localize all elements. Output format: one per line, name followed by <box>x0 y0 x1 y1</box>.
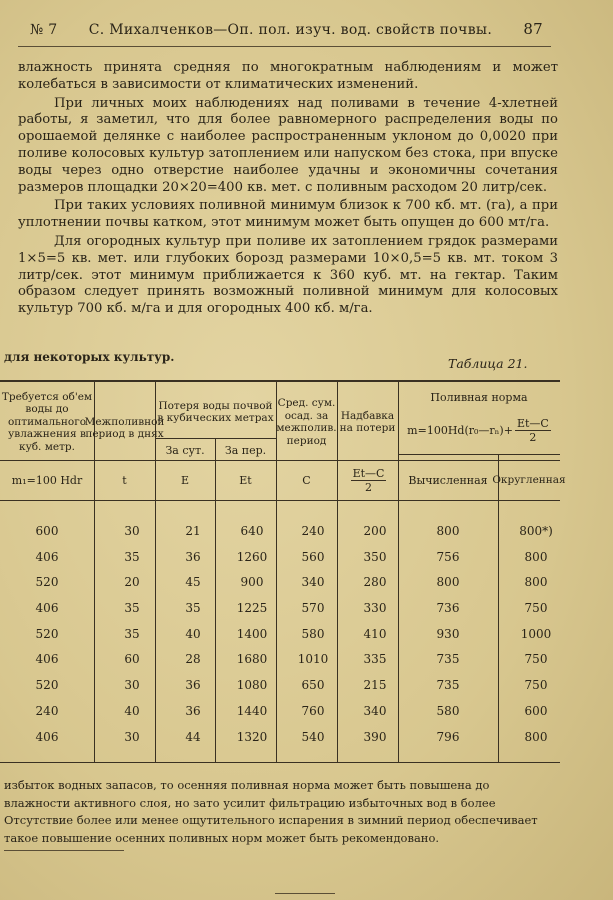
column-rounded <box>498 519 574 750</box>
header-loss-allowance-fraction <box>337 462 398 498</box>
paragraph-3: При таких условиях поливной минимум близок к 700 кб. мт. (га), а при уплотнении почвы катком, этот минимум может быть опущен до 600 мт/га. <box>18 198 558 231</box>
issue-number: № 7 <box>30 22 58 38</box>
cell-rounded: 750 <box>524 652 548 667</box>
cell-calculated: 800 <box>436 575 460 590</box>
cell-calculated: 796 <box>436 729 460 744</box>
cell-volume: 406 <box>35 652 59 667</box>
cell-per-day: 35 <box>185 601 201 616</box>
running-header <box>30 20 543 38</box>
cell-precipitation: 1010 <box>297 652 329 667</box>
cell-loss-allowance: 350 <box>363 549 387 564</box>
paragraph-2: При личных моих наблюдениях над поливами в течение 4-хлетней работы, я заметил, что для более равномерного распределения воды по орошаемой делянке с наиболее распространенным уклоном до 0,0020 при поливе колосовых культур затоплением или напуском без стока, при впуске воды через одно отверстие наиболее удачны и экономичны сочетания размеров площадки 20×20=400 кв. мет. с поливным расходом 20 литр/сек. <box>18 95 558 195</box>
header-interval: Межполивной период в днях <box>84 415 165 440</box>
cell-volume: 406 <box>35 601 59 616</box>
cell-per-day: 21 <box>185 524 201 538</box>
header-divider <box>18 46 551 47</box>
cell-per-day: 40 <box>185 626 201 641</box>
cell-loss-allowance: 410 <box>363 626 387 641</box>
cell-loss-allowance: 330 <box>363 601 387 616</box>
cell-per-period: 1320 <box>236 729 268 744</box>
cell-interval: 35 <box>124 626 140 641</box>
cell-loss-allowance: 335 <box>363 652 387 667</box>
note-line: влажности активного слоя, но зато усилит фильтрацию избыточных вод в более <box>4 795 496 810</box>
cell-rounded: 800 <box>524 549 548 564</box>
cell-per-day: 45 <box>185 575 201 590</box>
cell-per-period: 1400 <box>236 626 268 641</box>
cell-volume: 520 <box>35 678 59 693</box>
header-per-period: За пер. <box>224 443 267 457</box>
cell-rounded: 800 <box>524 575 548 590</box>
cell-rounded: 800 <box>524 729 548 744</box>
cell-per-day: 44 <box>185 729 201 744</box>
cell-volume: 406 <box>35 549 59 564</box>
table-caption-right: Таблица 21. <box>448 356 528 371</box>
cell-per-period: 1260 <box>236 549 268 564</box>
header-rounded: Округленная <box>492 473 566 486</box>
cell-precipitation: 560 <box>301 549 325 564</box>
note-line: Отсутствие более или менее ощутительного испарения в зимний период обеспечивает <box>4 813 538 827</box>
irrigation-table <box>0 380 566 763</box>
cell-per-period: 1440 <box>236 703 268 718</box>
cell-rounded: 1000 <box>520 626 552 641</box>
header-precipitation: Сред. сум. осад. за межполив. период <box>276 397 337 447</box>
table-hline <box>0 460 560 461</box>
cell-precipitation: 340 <box>301 575 325 590</box>
cell-volume: 240 <box>35 703 59 718</box>
formula-denominator: 2 <box>529 430 537 444</box>
cell-interval: 60 <box>124 652 140 667</box>
cell-per-period: 900 <box>240 575 264 590</box>
cell-per-period: 1225 <box>236 601 268 616</box>
cell-calculated: 736 <box>436 601 460 616</box>
header-irrigation-formula <box>398 408 560 452</box>
cell-per-day: 36 <box>185 678 201 693</box>
cell-calculated: 800 <box>436 524 460 538</box>
cell-rounded: 750 <box>524 678 548 693</box>
header-per-day-symbol: E <box>180 473 190 487</box>
note-line: избыток водных запасов, то осенняя поливная норма может быть повышена до <box>4 778 490 792</box>
header-calculated: Вычисленная <box>408 473 488 487</box>
formula-numerator: Et—C <box>516 416 549 430</box>
header-precipitation-symbol: C <box>302 473 311 487</box>
cell-precipitation: 540 <box>301 729 325 744</box>
header-volume: Требуется об'ем воды до оптимального увлажнения в куб. метр. <box>1 390 93 453</box>
cell-interval: 30 <box>124 729 140 744</box>
cell-precipitation: 240 <box>301 524 325 538</box>
cell-volume: 406 <box>35 729 59 744</box>
formula-fraction <box>515 417 551 444</box>
fraction-numerator: Et—C <box>352 466 385 480</box>
paragraph-4: Для огородных культур при поливе их затоплением грядок размерами 1×5=5 кв. мет. или глубоких борозд размерами 10×0,5=5 кв. мт. током 3 литр/сек. этот минимум приближается к 360 куб. мт. на гектар. Таким образом следует принять возможный поливной минимум для колосовых культур 700 кб. м/га и для огородных 400 кб. м/га. <box>18 233 558 317</box>
paragraph-1: влажность принята средняя по многократным наблюдениям и может колебаться в зависимости от климатических изменений. <box>18 60 558 92</box>
column-calculated <box>398 519 498 750</box>
fraction-denominator: 2 <box>365 480 372 494</box>
footnotes <box>4 777 544 847</box>
body-text <box>18 60 558 318</box>
cell-interval: 20 <box>124 575 140 590</box>
header-per-day: За сут. <box>165 443 205 457</box>
cell-precipitation: 760 <box>301 703 325 718</box>
cell-precipitation: 580 <box>301 626 325 641</box>
formula-left: m=100Hd(r₀—rₙ)+ <box>407 423 513 437</box>
table-hline <box>398 454 560 455</box>
running-title: С. Михалченков—Оп. пол. изуч. вод. свойств почвы. <box>88 22 493 38</box>
cell-loss-allowance: 390 <box>363 729 387 744</box>
cell-loss-allowance: 215 <box>363 678 387 693</box>
cell-calculated: 735 <box>436 678 460 693</box>
cell-loss-allowance: 200 <box>363 524 387 538</box>
fraction <box>351 467 387 494</box>
cell-calculated: 735 <box>436 652 460 667</box>
cell-per-period: 1680 <box>236 652 268 667</box>
page-number: 87 <box>523 20 543 38</box>
cell-rounded: 800*) <box>519 524 553 538</box>
cell-loss-allowance: 280 <box>363 575 387 590</box>
cell-per-day: 28 <box>185 652 201 667</box>
cell-per-period: 640 <box>240 524 264 538</box>
cell-precipitation: 570 <box>301 601 325 616</box>
cell-loss-allowance: 340 <box>363 703 387 718</box>
cell-calculated: 580 <box>436 703 460 718</box>
table-hline <box>155 438 276 439</box>
cell-interval: 35 <box>124 549 140 564</box>
header-per-period-symbol: Et <box>239 473 252 487</box>
note-line: такое повышение осенних поливных норм может быть рекомендовано. <box>4 830 440 845</box>
cell-interval: 35 <box>124 601 140 616</box>
cell-rounded: 600 <box>524 703 548 718</box>
cell-calculated: 756 <box>436 549 460 564</box>
bottom-divider <box>275 893 335 894</box>
cell-interval: 30 <box>124 524 140 538</box>
footer-divider <box>4 850 124 851</box>
cell-interval: 40 <box>124 703 140 718</box>
table-caption-left: для некоторых культур. <box>4 350 175 364</box>
header-volume-formula: m₁=100 Hdr <box>11 473 83 487</box>
header-irrigation-norm: Поливная норма <box>430 390 528 404</box>
table-hline <box>0 500 560 501</box>
cell-precipitation: 650 <box>301 678 325 693</box>
cell-rounded: 750 <box>524 601 548 616</box>
cell-per-day: 36 <box>185 549 201 564</box>
cell-per-day: 36 <box>185 703 201 718</box>
cell-volume: 520 <box>35 626 59 641</box>
cell-calculated: 930 <box>436 626 460 641</box>
cell-volume: 600 <box>35 524 59 538</box>
header-interval-symbol: t <box>122 473 127 487</box>
header-water-loss: Потеря воды почвой в кубических метрах <box>157 399 274 424</box>
column-volume <box>0 519 94 750</box>
header-loss-allowance: Надбавка на потери <box>339 409 396 434</box>
cell-volume: 520 <box>35 575 59 590</box>
cell-interval: 30 <box>124 678 140 693</box>
cell-per-period: 1080 <box>236 678 268 693</box>
